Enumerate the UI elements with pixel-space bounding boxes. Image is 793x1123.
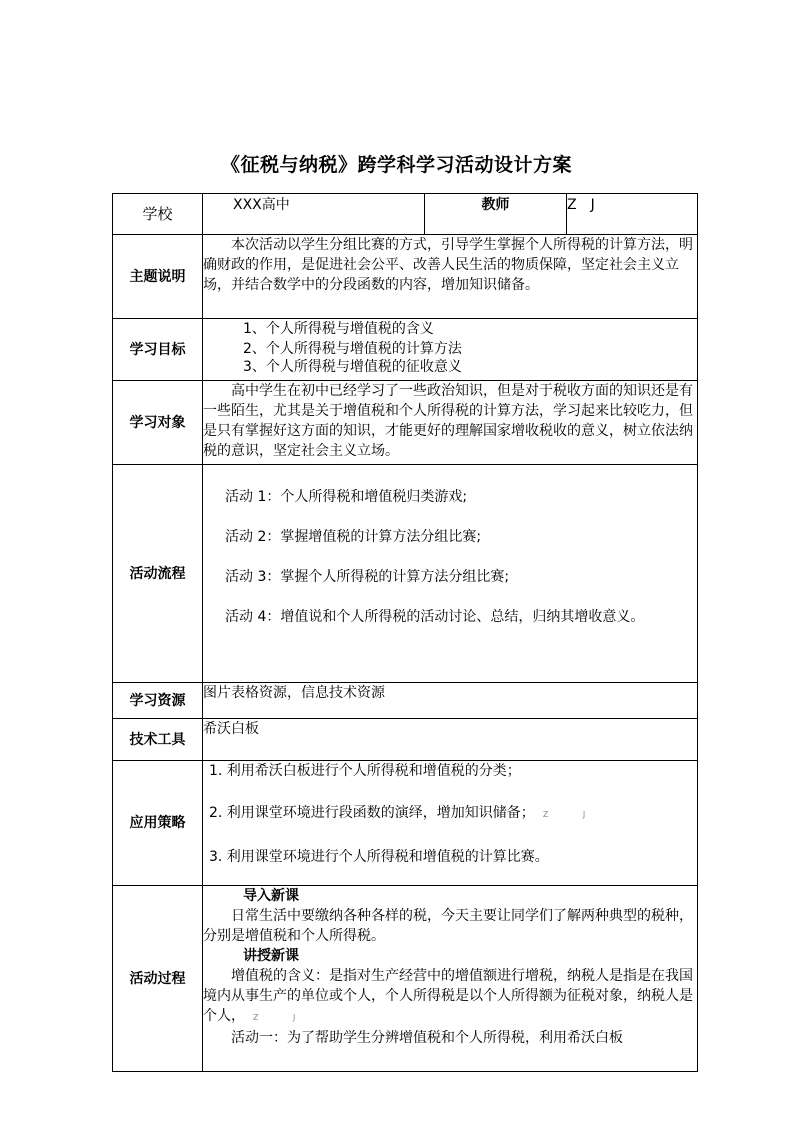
flow-item-2: 活动 2：掌握增值税的计算方法分组比赛; bbox=[225, 528, 482, 545]
process-cell bbox=[203, 886, 698, 1072]
flow-item-1: 活动 1：个人所得税和增值税归类游戏; bbox=[225, 488, 468, 505]
process-label: 活动过程 bbox=[113, 886, 203, 1072]
goal-item-2: 2、个人所得税与增值税的计算方法 bbox=[243, 341, 462, 357]
theme-row bbox=[113, 235, 698, 319]
process-activity: 活动一：为了帮助学生分辨增值税和个人所得税，利用希沃白板 bbox=[231, 1030, 623, 1046]
teacher-value: Z J bbox=[567, 194, 698, 235]
strategy-item-1: 1. 利用希沃白板进行个人所得税和增值税的分类； bbox=[209, 763, 521, 779]
goals-row bbox=[113, 319, 698, 381]
strategy-item-2 bbox=[209, 803, 697, 825]
process-heading-teach: 讲授新课 bbox=[243, 948, 299, 964]
process-definition-text: 增值税的含义：是指对生产经营中的增值额进行增税，纳税人是指是在我国境内从事生产的单位或个人，个人所得税是以个人所得额为征税对象，纳税人是个人， bbox=[203, 968, 693, 1024]
document-title: 《征税与纳税》跨学科学习活动设计方案 bbox=[220, 154, 572, 176]
tools-label: 技术工具 bbox=[113, 719, 203, 761]
flow-row bbox=[113, 465, 698, 683]
audience-text: 高中学生在初中已经学习了一些政治知识，但是对于税收方面的知识还是有一些陌生，尤其是关于增值税和个人所得税的计算方法，学习起来比较吃力，但是只有掌握好这方面的知识，才能更好的理解国家增收税收的意义，树立依法纳税的意识，坚定社会主义立场。 bbox=[203, 383, 693, 459]
strategy-cell bbox=[203, 761, 698, 886]
theme-text: 本次活动以学生分组比赛的方式，引导学生掌握个人所得税的计算方法，明确财政的作用，是促进社会公平、改善人民生活的物质保障，坚定社会主义立场，并结合数学中的分段函数的内容，增加知识储备。 bbox=[203, 237, 693, 293]
audience-label: 学习对象 bbox=[113, 381, 203, 465]
resources-row bbox=[113, 683, 698, 719]
goal-item-3: 3、个人所得税与增值税的征收意义 bbox=[243, 359, 462, 375]
school-value: XXX高中 bbox=[203, 194, 425, 235]
process-intro-text: 日常生活中要缴纳各种各样的税，今天主要让同学们了解两种典型的税种，分别是增值税和个人所得税。 bbox=[203, 908, 693, 944]
strategy-mark: Z J bbox=[542, 810, 602, 819]
flow-cell bbox=[203, 465, 698, 683]
theme-label: 主题说明 bbox=[113, 235, 203, 319]
goals-cell bbox=[203, 319, 698, 381]
flow-label: 活动流程 bbox=[113, 465, 203, 683]
process-row bbox=[113, 886, 698, 1072]
tools-text: 希沃白板 bbox=[203, 719, 698, 761]
theme-cell bbox=[203, 235, 698, 319]
tools-row bbox=[113, 719, 698, 761]
school-label: 学校 bbox=[113, 194, 203, 235]
strategy-item-2-text: 2. 利用课堂环境进行段函数的演绎，增加知识储备； bbox=[209, 805, 535, 821]
process-definition bbox=[203, 966, 697, 1028]
strategy-item-3: 3. 利用课堂环境进行个人所得税和增值税的计算比赛。 bbox=[209, 849, 549, 865]
strategy-label: 应用策略 bbox=[113, 761, 203, 886]
process-heading-intro: 导入新课 bbox=[243, 888, 299, 904]
header-row bbox=[113, 194, 698, 235]
process-mark: Z J bbox=[253, 1013, 312, 1022]
goal-item-1: 1、个人所得税与增值税的含义 bbox=[243, 321, 434, 337]
flow-item-3: 活动 3：掌握个人所得税的计算方法分组比赛; bbox=[225, 568, 510, 585]
strategy-row bbox=[113, 761, 698, 886]
resources-label: 学习资源 bbox=[113, 683, 203, 719]
goals-label: 学习目标 bbox=[113, 319, 203, 381]
plan-table bbox=[112, 193, 698, 1072]
audience-cell bbox=[203, 381, 698, 465]
flow-item-4: 活动 4：增值说和个人所得税的活动讨论、总结，归纳其增收意义。 bbox=[225, 608, 645, 625]
audience-row bbox=[113, 381, 698, 465]
teacher-label: 教师 bbox=[425, 194, 567, 235]
resources-text: 图片表格资源，信息技术资源 bbox=[203, 683, 698, 719]
